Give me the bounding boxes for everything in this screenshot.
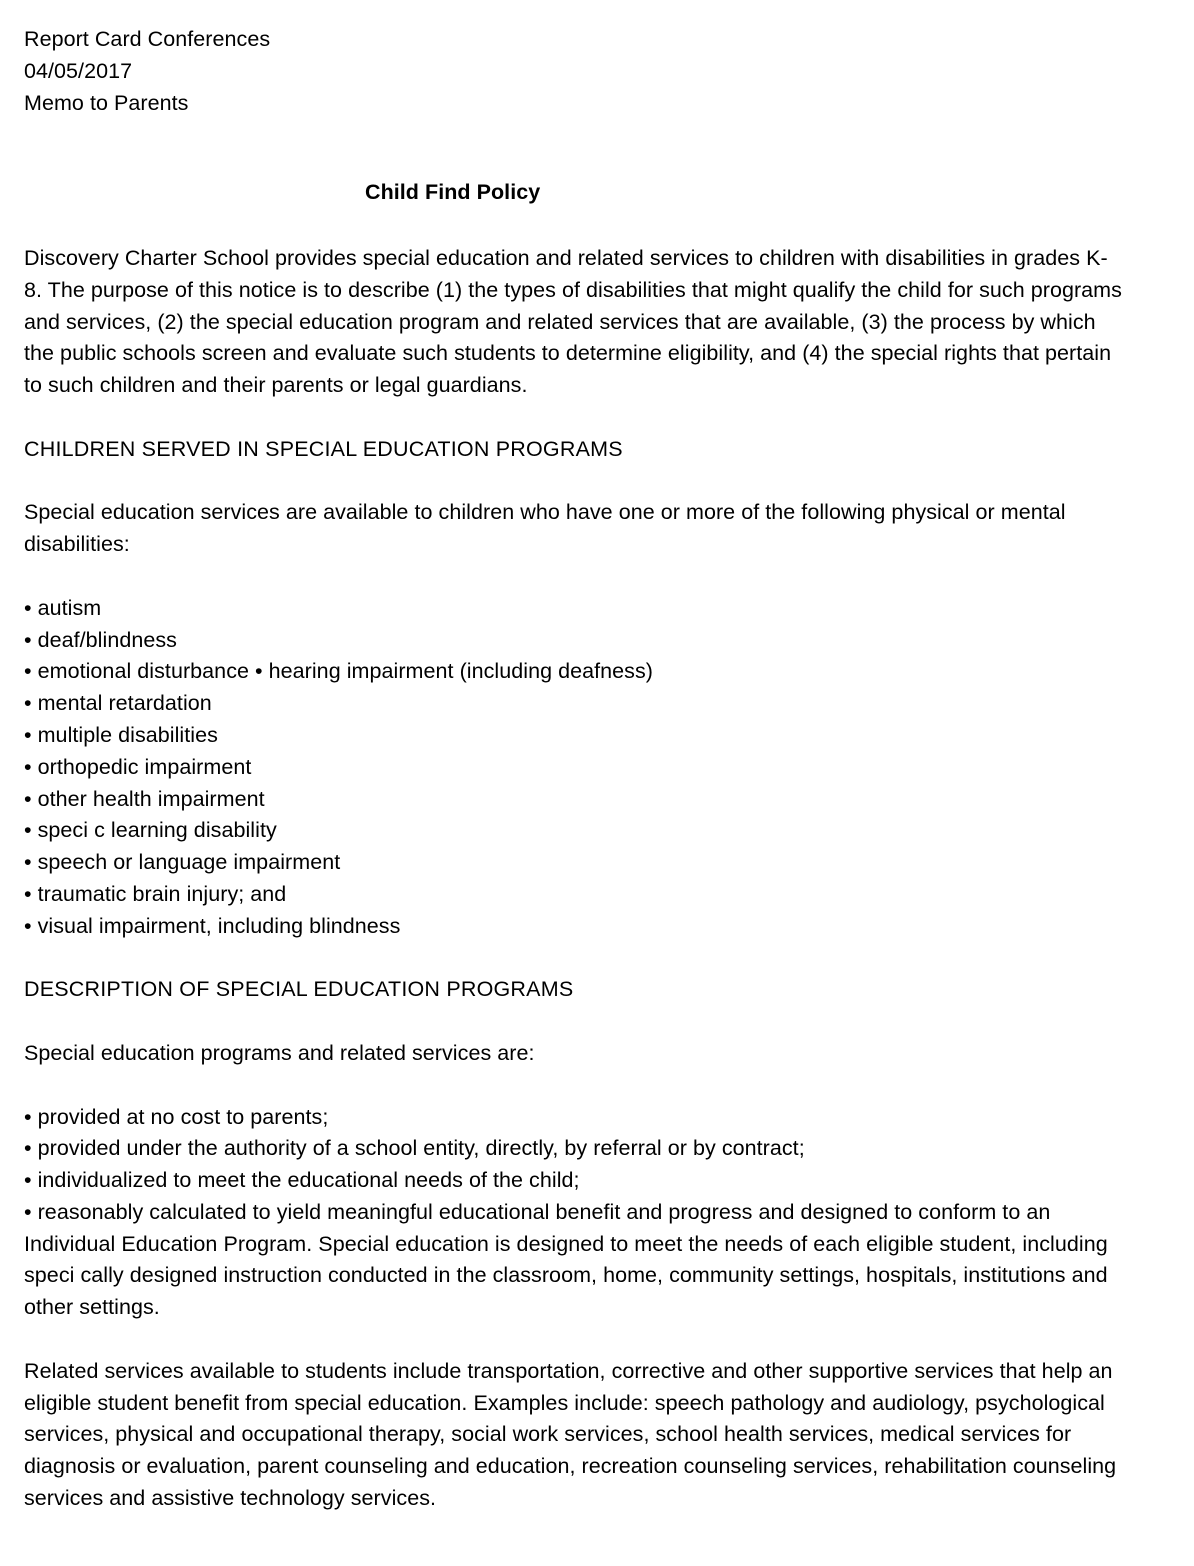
spacer <box>24 943 1154 975</box>
list-item: • individualized to meet the educational needs of the child; <box>24 1168 580 1193</box>
memo-subject: Report Card Conferences <box>24 27 271 51</box>
section-heading-description: DESCRIPTION OF SPECIAL EDUCATION PROGRAMS <box>24 977 574 1002</box>
memo-recipient: Memo to Parents <box>24 90 189 115</box>
list-item: • multiple disabilities <box>24 722 218 747</box>
spacer <box>24 1324 1154 1356</box>
list-item: • autism <box>24 595 102 620</box>
list-item: • orthopedic impairment <box>24 754 252 779</box>
list-item: • reasonably calculated to yield meaningful educational benefit and progress and designed to conform to an Individual Education Program. Special education is designed to meet the needs of each eligible student, including speci cally designed instruction conducted in the classroom, home, community settings, hospitals, institutions and other settings. <box>24 1199 1114 1320</box>
list-item: • speci c learning disability <box>24 818 277 843</box>
list-item: • visual impairment, including blindness <box>24 913 401 938</box>
spacer <box>24 466 1154 498</box>
intro-paragraph: Discovery Charter School provides special education and related services to children with disabilities in grades K-8. The purpose of this notice is to describe (1) the types of disabilities that might qualify the child for such programs and services, (2) the special education program and related services that are available, (3) the process by which the public schools screen and evaluate such students to determine eligibility, and (4) the special rights that pertain to such children and their parents or legal guardians. <box>24 245 1122 398</box>
disability-bullet-list <box>24 593 1154 943</box>
closing-paragraph: Related services available to students include transportation, corrective and other supportive services that help an eligible student benefit from special education. Examples include: speech pathology and audiology, psychological services, physical and occupational therapy, social work services, school health services, medical services for diagnosis or evaluation, parent counseling and education, recreation counseling services, rehabilitation counseling services and assistive technology services. <box>24 1358 1117 1511</box>
section-lead-description: Special education programs and related services are: <box>24 1040 535 1065</box>
list-item: • provided under the authority of a school entity, directly, by referral or by contract; <box>24 1136 805 1161</box>
program-bullet-list <box>24 1102 1154 1325</box>
spacer <box>24 1006 1154 1038</box>
memo-date: 04/05/2017 <box>24 58 133 83</box>
list-item: • other health impairment <box>24 786 265 811</box>
spacer <box>24 211 1154 243</box>
section-lead-children-served: Special education services are available to children who have one or more of the following physical or mental disabilities: <box>24 500 1066 557</box>
spacer <box>24 1070 1154 1102</box>
section-heading-children-served: CHILDREN SERVED IN SPECIAL EDUCATION PROGRAMS <box>24 436 623 461</box>
list-item: • speech or language impairment <box>24 850 341 875</box>
spacer <box>24 561 1154 593</box>
spacer <box>24 402 1154 434</box>
list-item: • deaf/blindness <box>24 627 177 652</box>
list-item: • emotional disturbance • hearing impairment (including deafness) <box>24 659 653 684</box>
document-title: Child Find Policy <box>365 180 541 205</box>
document-body <box>24 24 1154 1515</box>
memo-header <box>24 24 1154 119</box>
list-item: • provided at no cost to parents; <box>24 1104 329 1129</box>
list-item: • mental retardation <box>24 691 212 716</box>
list-item: • traumatic brain injury; and <box>24 881 287 906</box>
